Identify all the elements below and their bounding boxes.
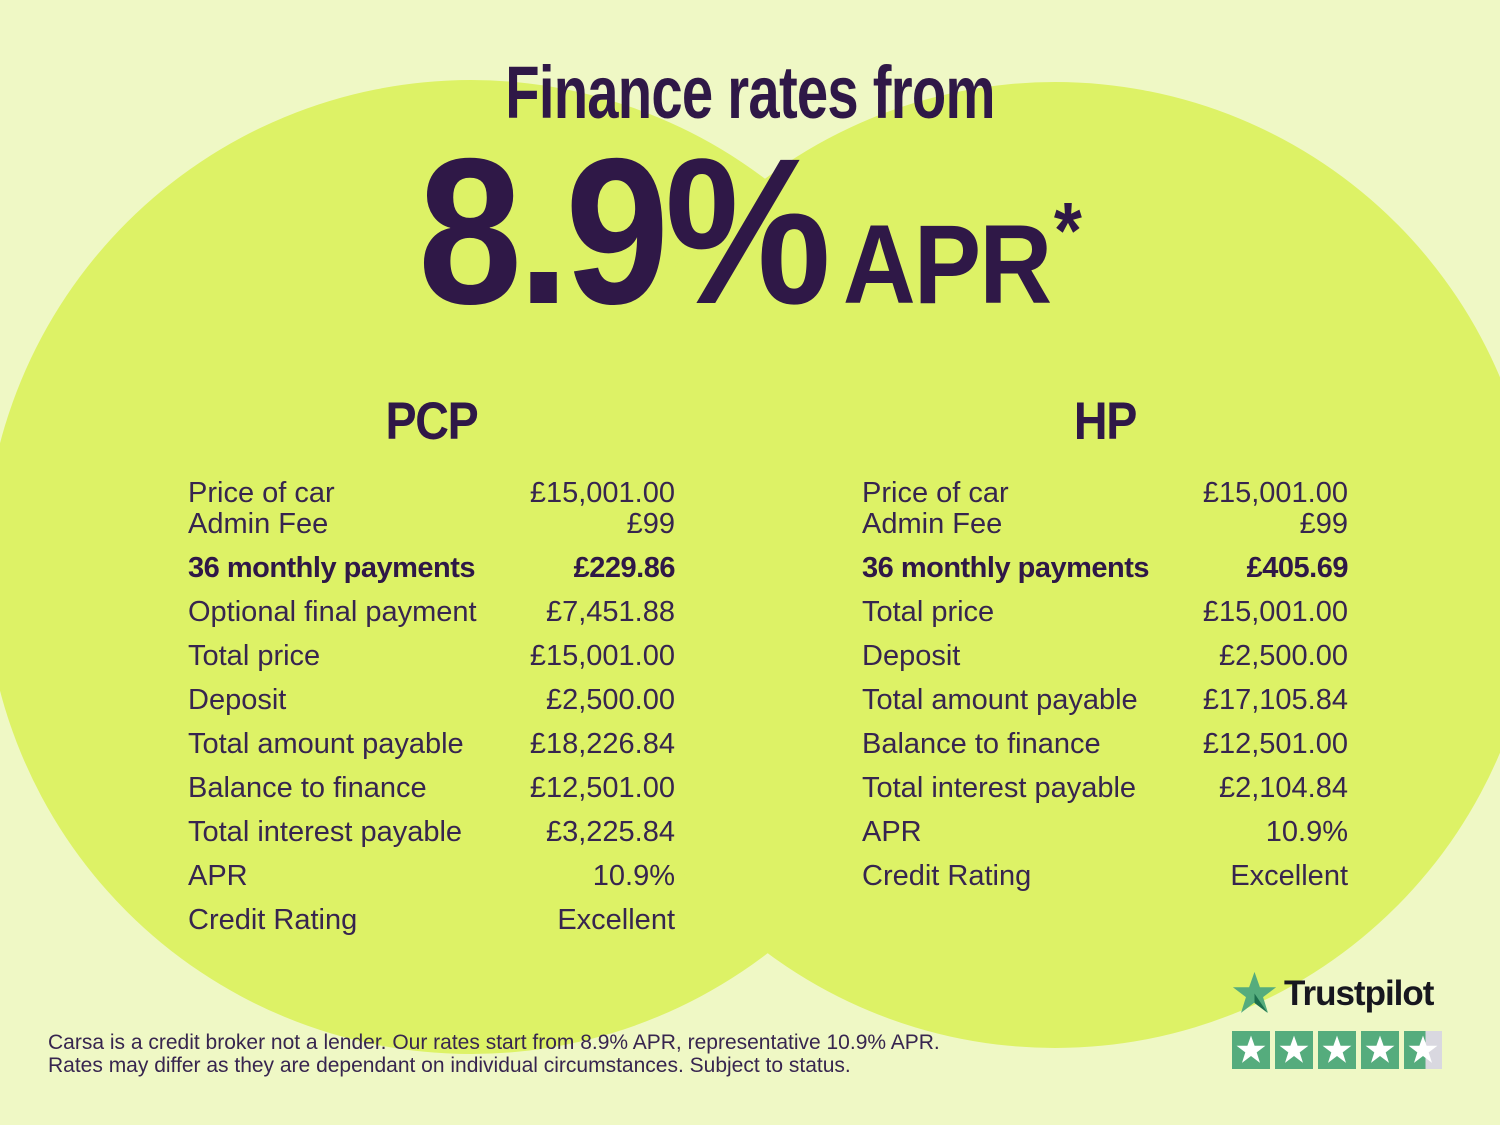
- table-row: [862, 509, 1348, 539]
- table-row: [862, 478, 1348, 508]
- row-label: Total interest payable: [188, 816, 463, 848]
- row-value: 10.9%: [1265, 816, 1348, 848]
- table-row: [188, 685, 675, 715]
- table-row: [188, 773, 675, 803]
- table-row: [188, 817, 675, 847]
- row-label: Balance to finance: [862, 728, 1101, 760]
- pcp-rows: [188, 478, 675, 935]
- table-row: [862, 641, 1348, 671]
- pcp-table: [188, 394, 675, 935]
- row-value: 10.9%: [592, 860, 675, 892]
- row-label: Deposit: [188, 684, 287, 716]
- row-label: 36 monthly payments: [188, 552, 476, 584]
- table-row: [862, 597, 1348, 627]
- row-label: Price of car: [862, 477, 1009, 509]
- row-value: £7,451.88: [545, 596, 675, 628]
- row-value: £17,105.84: [1202, 684, 1348, 716]
- row-label: Credit Rating: [188, 904, 358, 936]
- trustpilot-logo: [1232, 971, 1442, 1016]
- table-row: [862, 861, 1348, 891]
- table-row: [188, 905, 675, 935]
- table-row: [188, 509, 675, 539]
- row-label: Admin Fee: [862, 508, 1003, 540]
- disclaimer-text: [48, 1032, 940, 1077]
- row-value: £229.86: [573, 552, 675, 584]
- rating-star-icon: [1361, 1031, 1399, 1069]
- row-value: £99: [1299, 508, 1348, 540]
- row-value: £18,226.84: [529, 728, 675, 760]
- pcp-heading: PCP: [385, 392, 478, 451]
- table-row: [862, 773, 1348, 803]
- table-row: [862, 817, 1348, 847]
- rating-star-icon: [1232, 1031, 1270, 1069]
- row-label: Total price: [862, 596, 995, 628]
- row-label: Credit Rating: [862, 860, 1032, 892]
- row-label: Deposit: [862, 640, 961, 672]
- hero-rate: [75, 116, 1425, 348]
- row-value: £2,500.00: [1218, 640, 1348, 672]
- table-row: [862, 685, 1348, 715]
- row-value: £12,501.00: [1202, 728, 1348, 760]
- page-title: Finance rates from: [505, 51, 995, 134]
- disclaimer-line-2: Rates may differ as they are dependant on individual circumstances. Subject to status.: [48, 1053, 851, 1077]
- row-value: £15,001.00: [1202, 477, 1348, 509]
- row-value: Excellent: [1230, 860, 1348, 892]
- rating-star-icon: [1318, 1031, 1356, 1069]
- row-value: £3,225.84: [545, 816, 675, 848]
- row-label: Total amount payable: [862, 684, 1138, 716]
- hp-heading: HP: [1073, 392, 1137, 451]
- hero-apr-label: APR: [842, 202, 1051, 327]
- table-row-emphasized: [862, 553, 1348, 583]
- table-row: [188, 729, 675, 759]
- row-label: Price of car: [188, 477, 335, 509]
- table-row: [188, 478, 675, 508]
- table-row: [188, 861, 675, 891]
- row-value: £2,104.84: [1218, 772, 1348, 804]
- trustpilot-badge: [1232, 971, 1442, 1069]
- rating-star-icon: [1275, 1031, 1313, 1069]
- trustpilot-wordmark: Trustpilot: [1284, 973, 1434, 1013]
- row-value: £15,001.00: [529, 477, 675, 509]
- row-label: Balance to finance: [188, 772, 427, 804]
- table-row: [188, 641, 675, 671]
- hero-asterisk: *: [1053, 186, 1082, 275]
- row-label: 36 monthly payments: [862, 552, 1150, 584]
- hero-rate-value: 8.9%: [418, 116, 827, 348]
- row-value: £12,501.00: [529, 772, 675, 804]
- row-value: Excellent: [557, 904, 675, 936]
- row-label: Total price: [188, 640, 321, 672]
- row-label: APR: [862, 816, 922, 848]
- trustpilot-star-icon: [1232, 971, 1277, 1016]
- row-value: £99: [626, 508, 675, 540]
- row-value: £15,001.00: [1202, 596, 1348, 628]
- row-value: £15,001.00: [529, 640, 675, 672]
- row-label: APR: [188, 860, 248, 892]
- rating-star-partial-icon: [1404, 1031, 1442, 1069]
- table-row: [188, 597, 675, 627]
- hp-rows: [862, 478, 1348, 891]
- row-label: Total amount payable: [188, 728, 464, 760]
- row-label: Admin Fee: [188, 508, 329, 540]
- hp-table: [862, 394, 1348, 891]
- row-value: £405.69: [1246, 552, 1348, 584]
- row-label: Optional final payment: [188, 596, 477, 628]
- trustpilot-rating-stars: [1232, 1031, 1442, 1069]
- table-row: [862, 729, 1348, 759]
- row-value: £2,500.00: [545, 684, 675, 716]
- disclaimer-line-1: Carsa is a credit broker not a lender. Our rates start from 8.9% APR, representative 10.9% APR.: [48, 1031, 940, 1054]
- row-label: Total interest payable: [862, 772, 1137, 804]
- table-row-emphasized: [188, 553, 675, 583]
